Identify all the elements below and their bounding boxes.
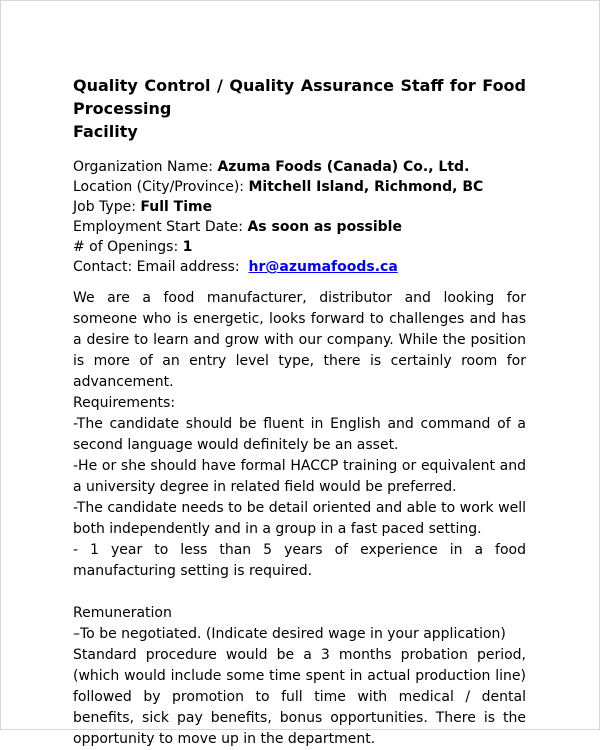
requirement-item: -He or she should have formal HACCP training or equivalent and a university degree in related field would be preferred. bbox=[73, 458, 526, 495]
requirement-item: - 1 year to less than 5 years of experience in a food manufacturing setting is required. bbox=[73, 542, 526, 579]
info-label: Location (City/Province): bbox=[73, 179, 249, 195]
info-line-job-type bbox=[73, 197, 526, 217]
info-value: Mitchell Island, Richmond, BC bbox=[248, 179, 484, 195]
section-gap bbox=[73, 582, 526, 603]
info-line-start-date bbox=[73, 217, 526, 237]
info-line-location bbox=[73, 177, 526, 197]
remuneration-heading: Remuneration bbox=[73, 605, 172, 621]
about-paragraph: We are a food manufacturer, distributor and looking for someone who is energetic, looks forward to challenges and has a desire to learn and grow with our company. While the position is more of an entry level type, there is certainly room for advancement. bbox=[73, 290, 526, 390]
info-label: Organization Name: bbox=[73, 159, 218, 175]
info-value: Azuma Foods (Canada) Co., Ltd. bbox=[217, 159, 470, 175]
info-line-contact bbox=[73, 257, 526, 277]
remuneration-wage-note: –To be negotiated. (Indicate desired wage in your application) bbox=[73, 626, 506, 642]
info-label: # of Openings: bbox=[73, 239, 183, 255]
contact-label: Contact: Email address: bbox=[73, 259, 249, 275]
info-value: 1 bbox=[182, 239, 193, 255]
job-title bbox=[73, 74, 526, 143]
requirements-heading: Requirements: bbox=[73, 395, 176, 411]
remuneration-details: Standard procedure would be a 3 months probation period, (which would include some time spent in actual production line) followed by promotion to full time with medical / dental benefits, sick pay benefits, bonus opportunities. There is the opportunity to move up in the department. bbox=[73, 647, 526, 747]
info-value: Full Time bbox=[140, 199, 213, 215]
info-label: Employment Start Date: bbox=[73, 219, 248, 235]
requirement-item: -The candidate should be fluent in English and command of a second language would definitely be an asset. bbox=[73, 416, 526, 453]
info-value: As soon as possible bbox=[247, 219, 402, 235]
info-label: Job Type: bbox=[73, 199, 141, 215]
requirement-item: -The candidate needs to be detail oriented and able to work well both independently and in a group in a fast paced setting. bbox=[73, 500, 526, 537]
info-line-openings bbox=[73, 237, 526, 257]
job-title-line1: Quality Control / Quality Assurance Staff for Food Processing bbox=[73, 76, 526, 118]
job-info-block bbox=[73, 157, 526, 277]
email-link[interactable]: hr@azumafoods.ca bbox=[248, 259, 398, 275]
job-title-line2: Facility bbox=[73, 122, 138, 141]
info-line-organization bbox=[73, 157, 526, 177]
